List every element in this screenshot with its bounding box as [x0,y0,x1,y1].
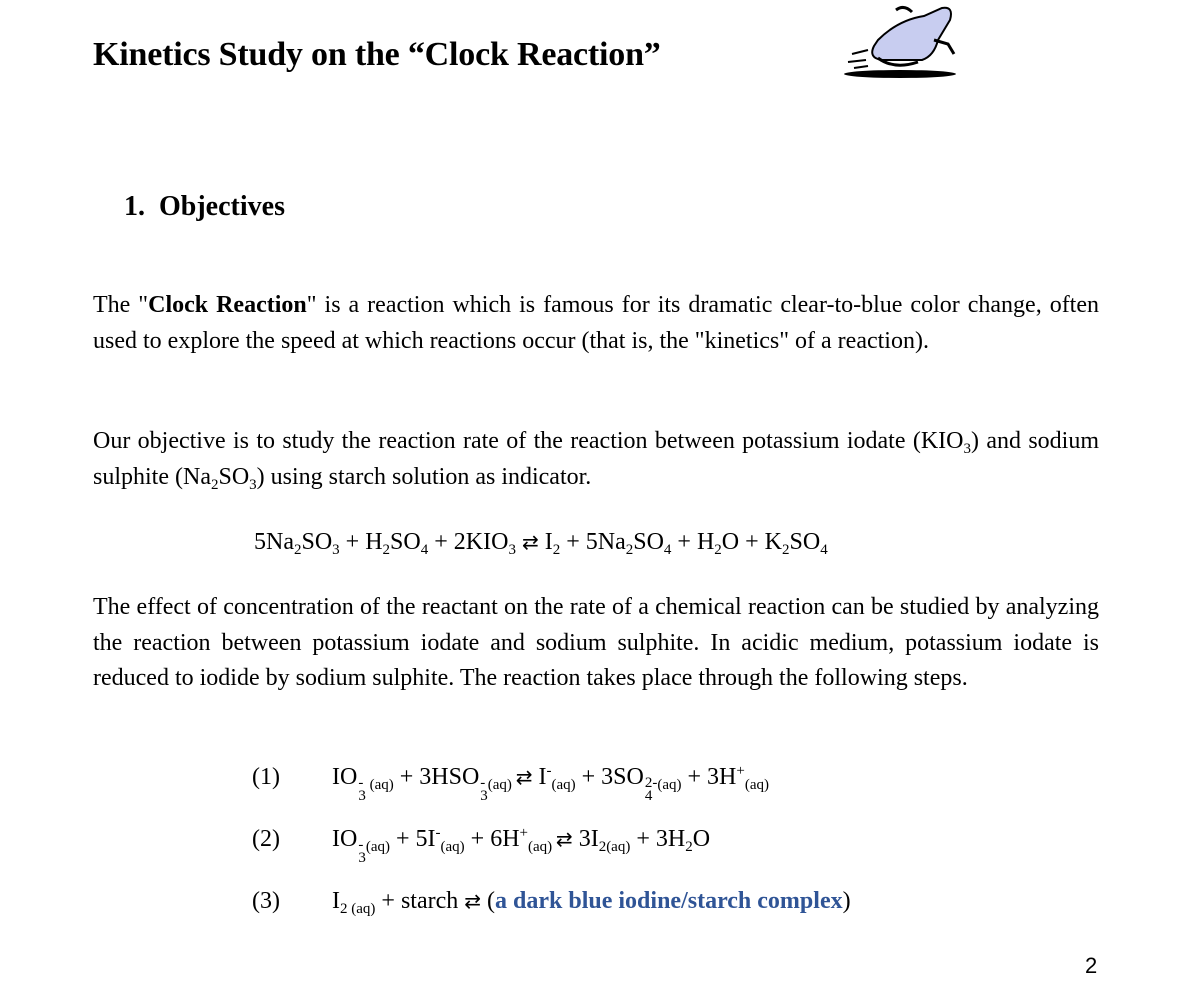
running-clock-mascot-icon [838,0,962,80]
equilibrium-arrow-icon: ⇄ [515,765,533,789]
step-number: (2) [252,826,280,852]
step-number: (1) [252,764,280,790]
intro-text-start: The " [93,292,149,318]
section-title: Objectives [159,191,285,222]
section-number: 1. [124,191,145,222]
page-title: Kinetics Study on the “Clock Reaction” [93,36,661,73]
intro-paragraph [93,288,1099,359]
step-equation: IO - 3 $_{(aq)}$ + 3HSO - 3 $_{(aq)}$ ⇄ $I^-_{(aq)} + 3SO$ 2- 4 $_{(aq)} + 3H^+_{(aq)}$ [332,763,769,804]
step-number: (3) [252,888,280,914]
objective-paragraph: Our objective is to study the reaction rate of the reaction between potassium iodate $(KIO_3)$ and sodium sulphite $(Na_2SO_3)$ using starch solution as indicator. [93,428,1100,493]
intro-text-end: " is a reaction which is famous for its dramatic clear-to-blue color change, often used to explore the speed at which reactions occur (that is, the "kinetics" of a reaction). [93,292,1100,354]
mechanism-paragraph: The effect of concentration of the reactant on the rate of a chemical reaction can be studied by analyzing the reaction between potassium iodate and sodium sulphite. In acidic medium, potassium iodate is reduced to iodide by sodium sulphite. The reaction takes place through the following steps. [93,594,1099,691]
equilibrium-arrow-icon: ⇄ [464,889,482,913]
step-equation: $I_{2 (aq)}$ + starch ⇄ (a dark blue iodine/starch complex) [332,888,851,917]
objective-text-d: ) using starch solution as indicator. [256,463,592,490]
complex-highlight: a dark blue iodine/starch complex [495,888,843,914]
objective-text-c: SO [218,463,250,490]
clock-reaction-term: Clock Reaction [148,292,307,318]
objective-text-b: ) and sodium sulphite (Na [93,428,1100,490]
section-heading [124,191,285,223]
page-number: 2 [1085,953,1098,978]
equilibrium-arrow-icon: ⇄ [521,530,539,554]
step-equation: IO - 3 $_{(aq)} + 5I^-_{(aq)} + 6H^+_{(aq)}$ ⇄ $3I_{2(aq)} + 3H_2O$ [332,825,711,866]
equilibrium-arrow-icon: ⇄ [555,827,573,851]
overall-reaction-equation: $5Na_2SO_3 + H_2SO_4 + 2KIO_3$ ⇄ $I_2 + 5Na_2SO_4 + H_2O + K_2SO_4$ [254,529,828,558]
objective-text-a: Our objective is to study the reaction rate of the reaction between potassium iodate (KIO [93,428,964,454]
